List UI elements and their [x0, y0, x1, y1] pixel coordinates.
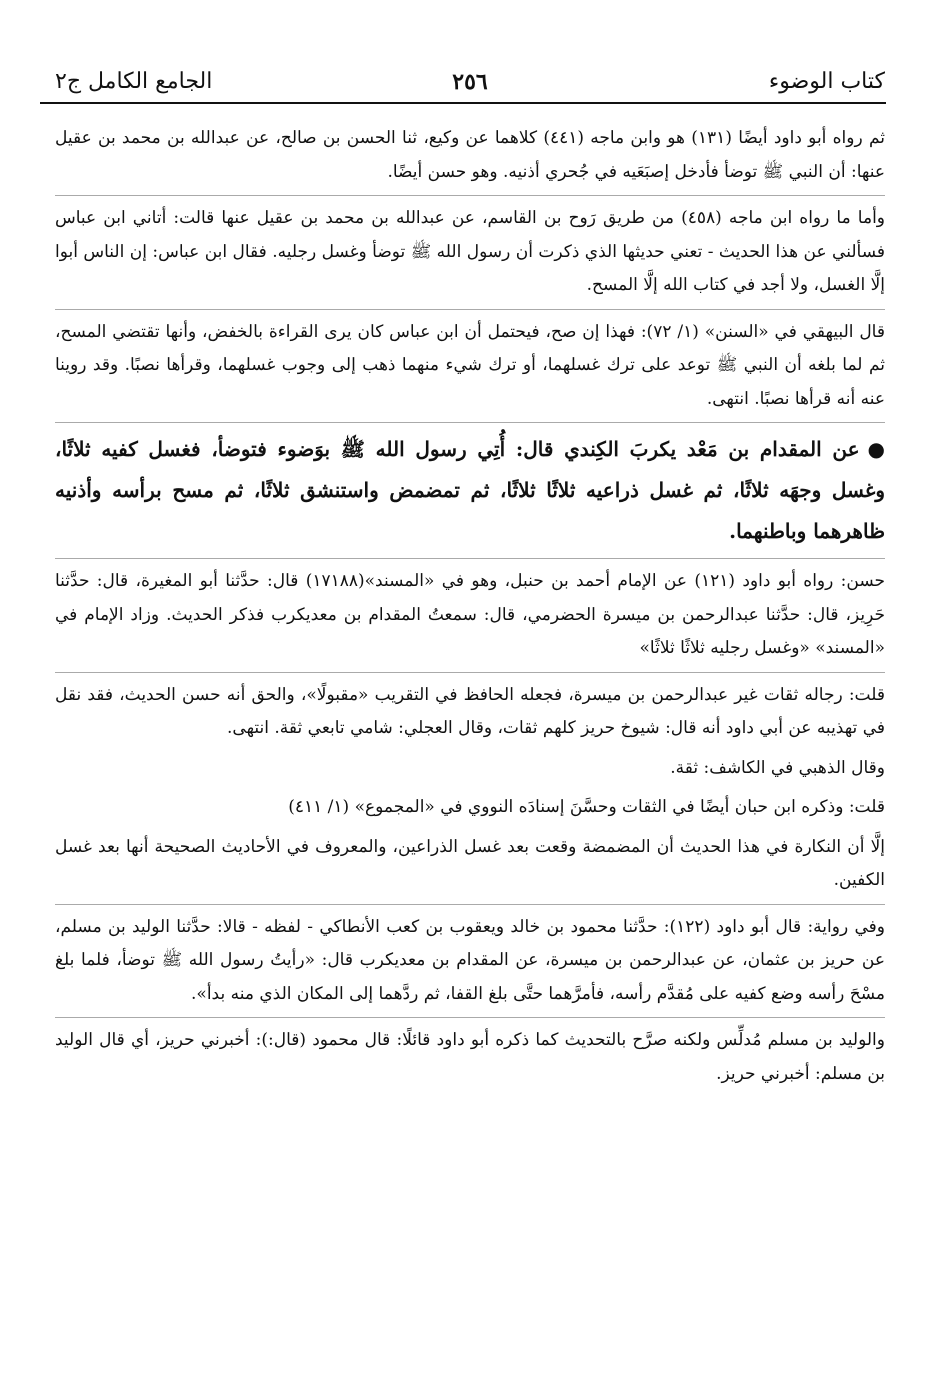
divider	[55, 1017, 885, 1018]
paragraph-bayhaqi: قال البيهقي في «السنن» (١/ ٧٢): فهذا إن صح، فيحتمل أن ابن عباس كان يرى القراءة بالخفض، وأنها تقتضي المسح، ثم لما بلغه أن النبي ﷺ توعد على ترك غسلهما، أو ترك شيء منهما ذهب إلى وجوب غسلهما، وقرأها نصبًا. وقد روينا عنه أنه قرأها نصبًا. انتهى.	[55, 321, 885, 409]
chapter-title: كتاب الوضوء	[768, 69, 885, 94]
paragraph-nakara: إلَّا أن النكارة في هذا الحديث أن المضمضة وقعت بعد غسل الذراعين، والمعروف في الأحاديث الصحيحة أنها بعد غسل الكفين.	[55, 836, 885, 890]
page-header	[55, 64, 885, 104]
hadith-body: عن المقدام بن مَعْد يكربَ الكِندي قال: أُتِي رسول الله ﷺ بوَضوء فتوضأ، فغسل كفيه ثلاثًا، وغسل وجهَه ثلاثًا، ثم غسل ذراعيه ثلاثًا ثلاثًا، ثم تمضمض واستنشق ثلاثًا، ثم مسح برأسه وأذنيه ظاهرهما وباطنهما.	[55, 437, 885, 543]
paragraph-walid: والوليد بن مسلم مُدلِّس ولكنه صرَّح بالتحديث كما ذكره أبو داود قائلًا: قال محمود (قال:): أخبرني حريز، أي قال الوليد بن مسلم: أخبرني حريز.	[55, 1030, 885, 1084]
bullet-icon: ●	[867, 437, 885, 461]
hadith-text	[55, 429, 885, 552]
divider	[55, 672, 885, 673]
paragraph-ibn-hibban: قلت: وذكره ابن حبان أيضًا في الثقات وحسَّنَ إسنادَه النووي في «المجموع» (١/ ٤١١)	[288, 797, 885, 817]
header-rule	[40, 102, 886, 104]
divider	[55, 309, 885, 310]
paragraph-riwaya: وفي رواية: قال أبو داود (١٢٢): حدَّثنا محمود بن خالد ويعقوب بن كعب الأنطاكي - لفظه - قالا: حدَّثنا الوليد بن مسلم، عن حريز بن عثمان، عن عبدالرحمن بن ميسرة، عن المقدام بن معديكرب قال: «رأيتُ رسول الله ﷺ توضأ، فلما بلغ مسْحَ رأسه وضع كفيه على مُقدَّم رأسه، فأمرَّهما حتَّى بلغ القفا، ثم ردَّهما إلى المكان الذي منه بدأ».	[55, 916, 885, 1004]
page-number: ٢٥٦	[452, 69, 488, 95]
divider	[55, 904, 885, 905]
divider	[55, 558, 885, 559]
paragraph-dhahabi: وقال الذهبي في الكاشف: ثقة.	[670, 757, 885, 778]
book-title: الجامع الكامل ج٢	[55, 69, 213, 94]
paragraph-ibn-majah-458: وأما ما رواه ابن ماجه (٤٥٨) من طريق رَوح بن القاسم، عن عبدالله بن محمد بن عقيل عنها قالت: أتاني ابن عباس فسألني عن هذا الحديث - تعني حديثها الذي ذكرت أن رسول الله ﷺ توضأ وغسل رجليه. فقال ابن عباس: إن الناس أبوا إلَّا الغسل، ولا أجد في كتاب الله إلَّا المسح.	[55, 208, 886, 295]
divider	[55, 422, 885, 423]
page-body	[55, 122, 885, 1097]
paragraph-grading: حسن: رواه أبو داود (١٢١) عن الإمام أحمد بن حنبل، وهو في «المسند»(١٧١٨٨) قال: حدَّثنا أبو المغيرة، قال: حدَّثنا حَرِيز، قال: حدَّثنا عبدالرحمن بن ميسرة الحضرمي، قال: سمعتُ المقدام بن معديكرب فذكر الحديث. وزاد الإمام في «المسند» «وغسل رجليه ثلاثًا ثلاثًا»	[55, 571, 885, 658]
paragraph-narrators: قلت: رجاله ثقات غير عبدالرحمن بن ميسرة، فجعله الحافظ في التقريب «مقبولًا»، والحق أنه حسن الحديث، فقد نقل في تهذيبه عن أبي داود أنه قال: شيوخ حريز كلهم ثقات، وقال العجلي: شامي تابعي ثقة. انتهى.	[55, 684, 885, 738]
paragraph-abu-dawud-131: ثم رواه أبو داود أيضًا (١٣١) هو وابن ماجه (٤٤١) كلاهما عن وكيع، ثنا الحسن بن صالح، عن عبدالله بن محمد بن عقيل عنها: أن النبي ﷺ توضأ فأدخل إصبَعَيه في جُحري أذنيه. وهو حسن أيضًا.	[55, 128, 886, 182]
divider	[55, 195, 885, 196]
